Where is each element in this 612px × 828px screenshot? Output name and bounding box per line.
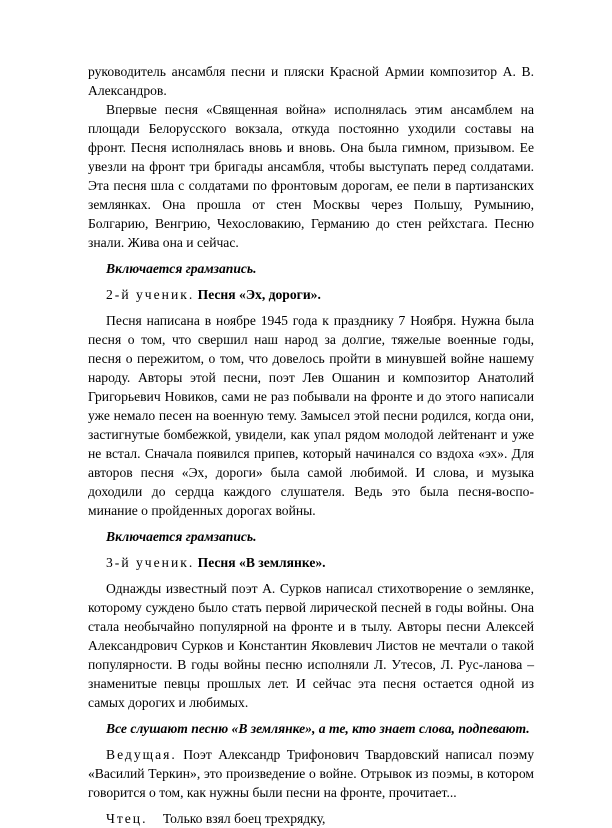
host-text: Поэт Александр Трифонович Твардовский написал поэму «Василий Теркин», это произведение о войне. Отрывок из поэмы, в котором говорится о том, как нужны были песни на фронте, прочитает...: [88, 747, 534, 800]
student-3-heading: [88, 553, 534, 572]
paragraph-v-zemlyanke: Однажды известный поэт А. Сурков написал стихотворение о землянке, которому суждено было стать первой лирической песней в годы войны. Она стала необычайно популярной на фронте и в тылу. Авторы песни Алексей Александрович Сурков и Константин Яковлевич Листов не мечтали о такой популярности. В годы войны песню исполняли Л. Утесов, Л. Рус-ланова – знаменитые певцы прошлых лет. И сейчас эта песня остается одной из самых дорогих и любимых.: [88, 581, 534, 710]
reader-role: Чтец.: [106, 811, 148, 826]
student-2-heading: [88, 285, 534, 304]
stage-direction-record-1: Включается грамзапись.: [106, 261, 257, 276]
reader-text: Только взял боец трехрядку,: [162, 811, 326, 826]
stage-direction-all-listen: Все слушают песню «В землянке», а те, кто знает слова, подпевают.: [106, 721, 530, 736]
reader-line: [88, 809, 534, 828]
student-3-song-title: Песня «В землянке».: [197, 555, 326, 570]
student-2-song-title: Песня «Эх, дороги».: [197, 287, 321, 302]
paragraph-composer: руководитель ансамбля песни и пляски Красной Армии композитор А. В. Александров.: [88, 64, 534, 98]
paragraph-holy-war: Впервые песня «Священная война» исполнялась этим ансамблем на площади Белорусского вокзала, откуда постоянно уходили составы на фронт. Песня исполнялась вновь и вновь. Она была гимном, призывом. Ее увезли на фронт три бригады ансамбля, чтобы выступать перед солдатами. Эта песня шла с солдатами по фронтовым дорогам, ее пели в партизанских землянках. Она прошла от стен Москвы через Польшу, Румынию, Болгарию, Венгрию, Чехословакию, Германию до стен рейхстага. Песню знали. Жива она и сейчас.: [88, 102, 534, 250]
paragraph-eh-dorogi: Песня написана в ноябре 1945 года к празднику 7 Ноября. Нужна была песня о том, что свершил наш народ за долгие, тяжелые военные годы, песня о пережитом, о том, что довелось пройти в минувшей войне нашему народу. Авторы этой песни, поэт Лев Ошанин и композитор Анатолий Григорьевич Новиков, сами не раз побывали на фронте и до этого написали уже немало песен на военную тему. Замысел этой песни родился, когда они, застигнутые бомбежкой, увидели, как упал рядом молодой лейтенант и уже не встал. Сначала появился припев, который начинался со вздоха «эх». Для авторов песня «Эх, дороги» была самой любимой. И слова, и музыка доходили до сердца каждого слушателя. Ведь это была песня-воспо-минание о пройденных дорогах войны.: [88, 313, 534, 518]
document-body: [88, 62, 534, 828]
student-2-role: 2-й ученик.: [106, 287, 195, 302]
host-line: [88, 745, 534, 802]
stage-direction-record-2: Включается грамзапись.: [106, 529, 257, 544]
host-role: Ведущая.: [106, 747, 177, 762]
student-3-role: 3-й ученик.: [106, 555, 195, 570]
